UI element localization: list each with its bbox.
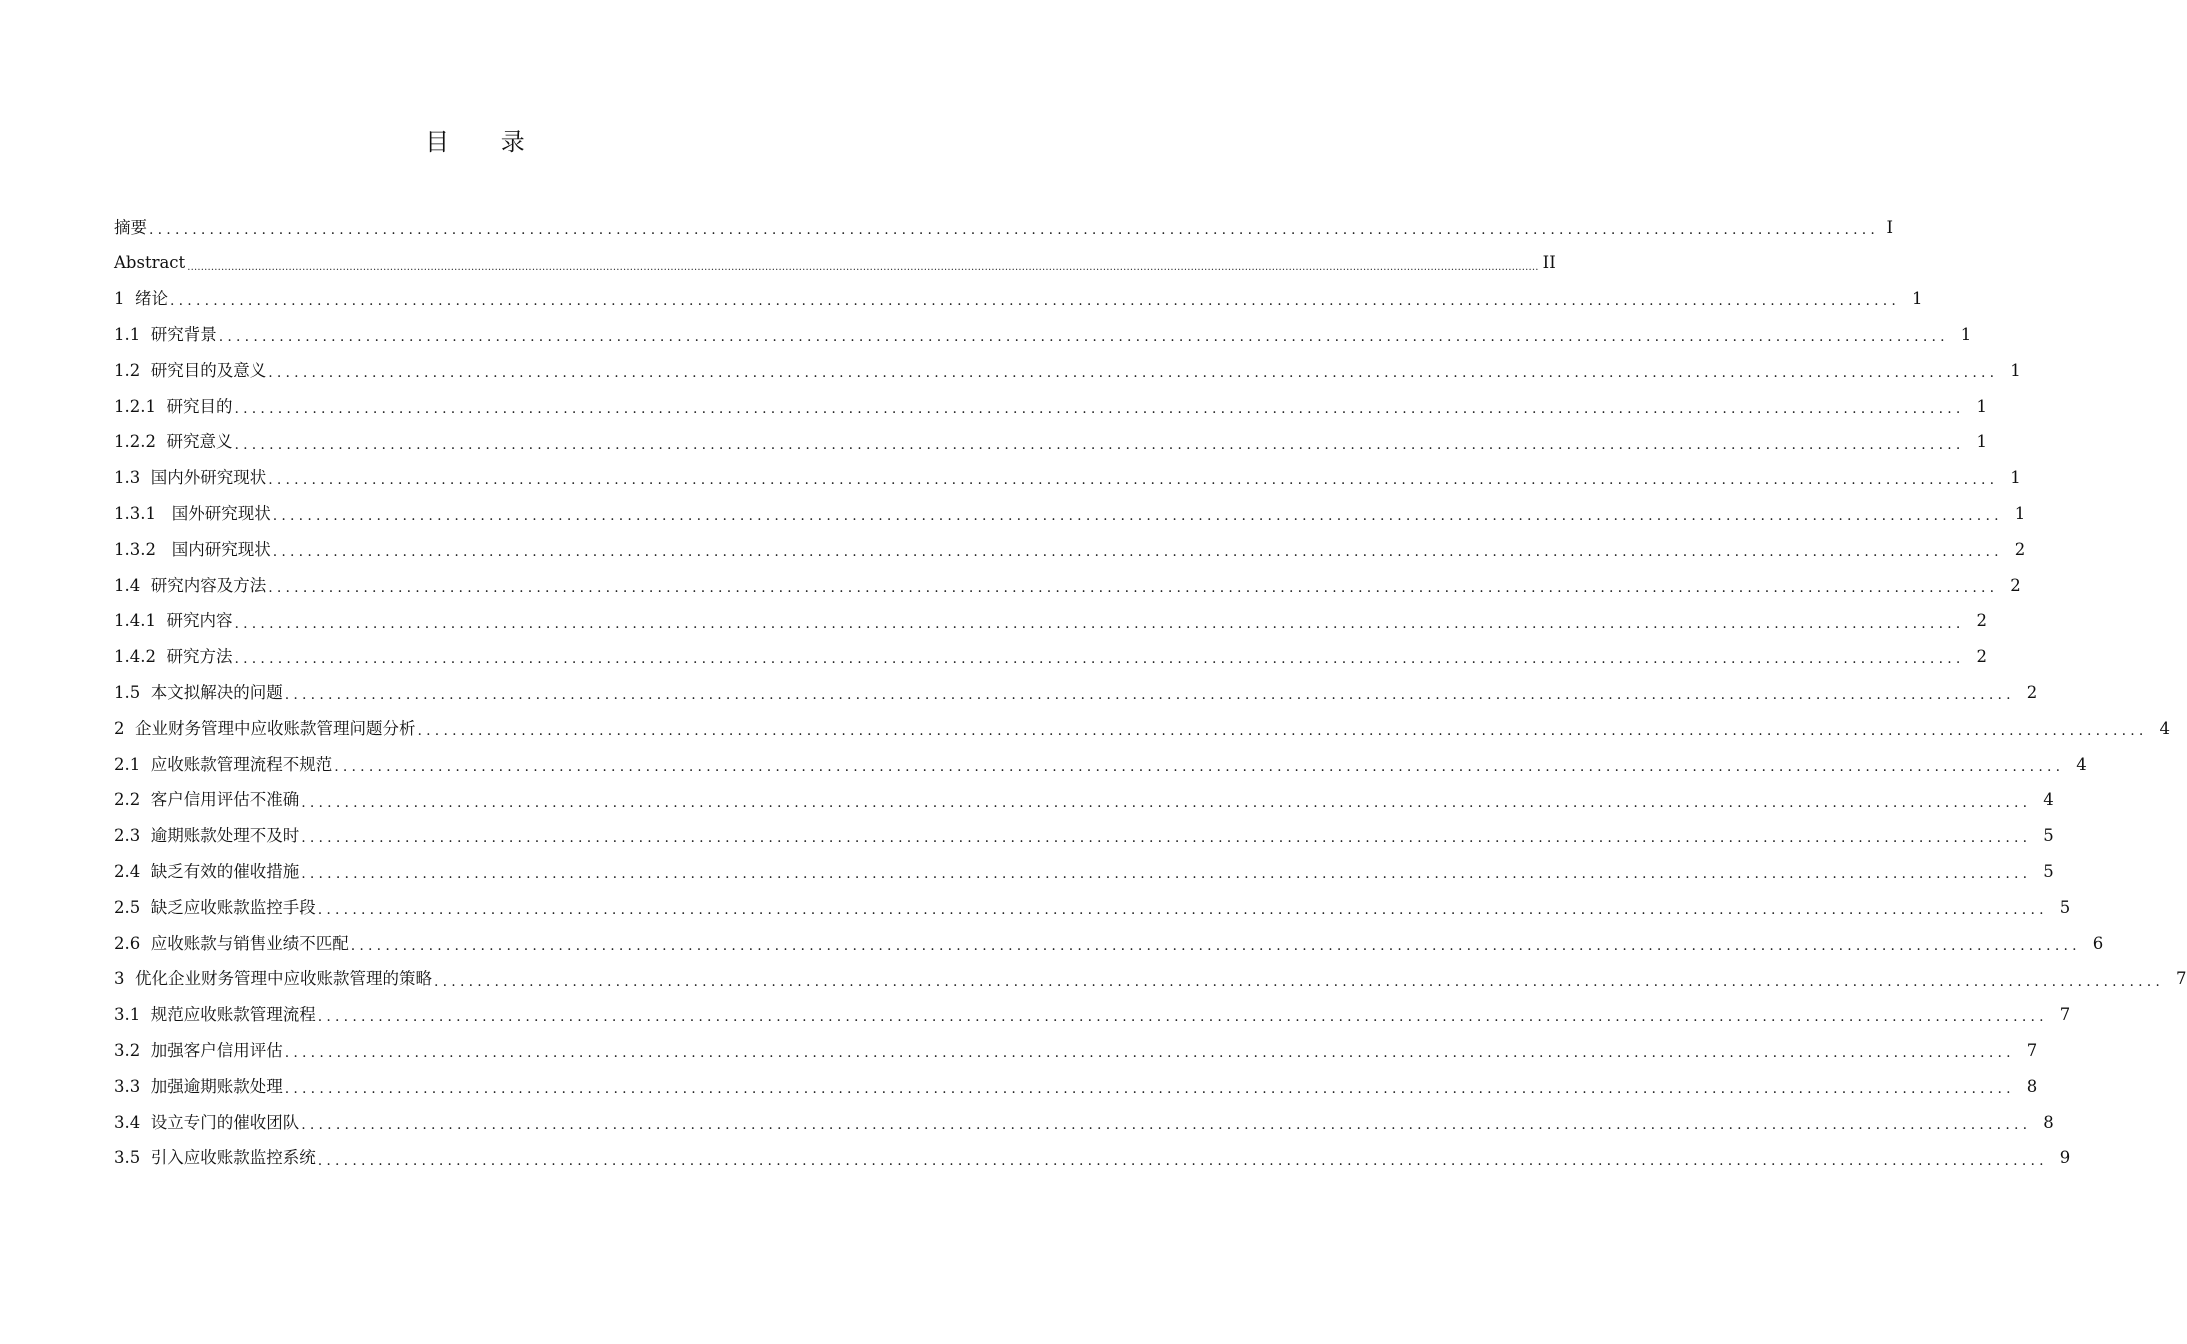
toc-entry-label: 2.5 缺乏应收账款监控手段: [114, 897, 316, 917]
toc-entry[interactable]: [114, 640, 1988, 676]
toc-entry-page-number: 1: [1912, 289, 1923, 309]
toc-entry-page-number: 2: [1976, 611, 1988, 631]
toc-entry[interactable]: [114, 890, 2071, 926]
toc-entry-page-number: 1: [1976, 396, 1988, 416]
page-title: 目 录: [425, 128, 547, 156]
toc-entry-label: 2.1 应收账款管理流程不规范: [114, 754, 333, 774]
toc-entry-label: 1.2.1 研究目的: [114, 396, 233, 416]
toc-leader-dots: ........................................................................................................................................................................................................: [301, 866, 2032, 883]
toc-leader-dots: ................................................................................................................................................................................................................................................................................................................................................................................................................: [187, 261, 1539, 273]
toc-entry-page-number: 5: [2043, 861, 2054, 881]
toc-entry-label: 2 企业财务管理中应收账款管理问题分析: [114, 718, 416, 738]
toc-leader-dots: ........................................................................................................................................................................................................: [417, 723, 2148, 740]
toc-leader-dots: ........................................................................................................................................................................................................: [434, 973, 2165, 990]
toc-entry-page-number: 5: [2059, 897, 2071, 917]
toc-entry[interactable]: [114, 353, 2021, 389]
toc-entry-label: 1 绪论: [114, 289, 168, 309]
toc-entry-label: 1.1 研究背景: [114, 325, 217, 345]
toc-leader-dots: ........................................................................................................................................................................................................: [301, 794, 2032, 811]
toc-leader-dots: ........................................................................................................................................................................................................: [334, 758, 2065, 775]
toc-entry[interactable]: [114, 711, 2171, 747]
toc-entry-page-number: 7: [2026, 1040, 2038, 1060]
toc-entry[interactable]: [114, 425, 1988, 461]
toc-entry-page-number: 2: [2014, 539, 2026, 559]
toc-leader-dots: ........................................................................................................................................................................................................: [284, 1045, 2015, 1062]
toc-entry[interactable]: [114, 783, 2054, 819]
toc-leader-dots: ........................................................................................................................................................................................................: [317, 1009, 2048, 1026]
toc-entry-page-number: 4: [2076, 754, 2087, 774]
toc-entry-label: 2.6 应收账款与销售业绩不匹配: [114, 933, 349, 953]
toc-entry-page-number: 8: [2043, 1112, 2054, 1132]
toc-entry-label: 1.2 研究目的及意义: [114, 360, 267, 380]
toc-entry-page-number: 1: [2010, 360, 2021, 380]
toc-entry[interactable]: [114, 532, 2026, 568]
toc-leader-dots: ........................................................................................................................................................................................................: [218, 329, 1949, 346]
toc-entry-page-number: 7: [2059, 1005, 2071, 1025]
toc-entry-label: 1.4 研究内容及方法: [114, 575, 267, 595]
toc-leader-dots: ........................................................................................................................................................................................................: [234, 615, 1965, 632]
toc-entry-page-number: 1: [2014, 504, 2026, 524]
toc-entry-label: 2.4 缺乏有效的催收措施: [114, 861, 300, 881]
toc-entry-page-number: 1: [1960, 325, 1972, 345]
toc-leader-dots: ........................................................................................................................................................................................................: [268, 472, 1999, 489]
toc-entry[interactable]: [114, 675, 2038, 711]
toc-leader-dots: ........................................................................................................................................................................................................: [272, 508, 2003, 525]
toc-leader-dots: ........................................................................................................................................................................................................: [301, 830, 2032, 847]
toc-entry[interactable]: [114, 246, 1556, 282]
toc-entry-page-number: 2: [1976, 647, 1988, 667]
toc-leader-dots: ........................................................................................................................................................................................................: [284, 687, 2015, 704]
toc-leader-dots: ........................................................................................................................................................................................................: [317, 902, 2048, 919]
toc-entry-page-number: II: [1542, 253, 1556, 273]
toc-entry-label: 3.5 引入应收账款监控系统: [114, 1148, 316, 1168]
toc-entry-page-number: 5: [2043, 826, 2054, 846]
toc-leader-dots: ........................................................................................................................................................................................................: [284, 1081, 2015, 1098]
toc-entry-page-number: 2: [2010, 575, 2021, 595]
toc-entry-label: 1.3.2 国内研究现状: [114, 539, 271, 559]
toc-entry-label: 1.3.1 国外研究现状: [114, 504, 271, 524]
toc-entry[interactable]: [114, 317, 1972, 353]
toc-entry[interactable]: [114, 1105, 2054, 1141]
toc-entry[interactable]: [114, 1069, 2038, 1105]
toc-entry-page-number: 9: [2059, 1148, 2071, 1168]
toc-entry-page-number: 1: [1976, 432, 1988, 452]
toc-entry[interactable]: [114, 568, 2021, 604]
toc-entry-label: 3.4 设立专门的催收团队: [114, 1112, 300, 1132]
toc-entry[interactable]: [114, 747, 2087, 783]
toc-entry-label: 1.4.1 研究内容: [114, 611, 233, 631]
toc-entry[interactable]: [114, 854, 2054, 890]
toc-entry[interactable]: [114, 1141, 2071, 1177]
toc-leader-dots: ........................................................................................................................................................................................................: [350, 937, 2081, 954]
toc-entry-page-number: 4: [2043, 790, 2054, 810]
toc-entry-label: 1.4.2 研究方法: [114, 647, 233, 667]
toc-entry-label: 3.2 加强客户信用评估: [114, 1040, 283, 1060]
toc-leader-dots: ........................................................................................................................................................................................................: [317, 1152, 2048, 1169]
toc-entry[interactable]: [114, 461, 2021, 497]
table-of-contents: [114, 210, 2187, 1177]
toc-entry-label: 2.3 逾期账款处理不及时: [114, 826, 300, 846]
toc-leader-dots: ........................................................................................................................................................................................................: [268, 579, 1999, 596]
toc-entry-label: 1.3 国内外研究现状: [114, 468, 267, 488]
toc-entry-label: 3.1 规范应收账款管理流程: [114, 1005, 316, 1025]
toc-entry-page-number: 1: [2010, 468, 2021, 488]
toc-leader-dots: ........................................................................................................................................................................................................: [149, 221, 1880, 238]
toc-entry[interactable]: [114, 819, 2054, 855]
toc-entry-page-number: 4: [2159, 718, 2171, 738]
toc-leader-dots: ........................................................................................................................................................................................................: [272, 544, 2003, 561]
toc-entry-label: 2.2 客户信用评估不准确: [114, 790, 300, 810]
toc-entry-label: 摘要: [114, 217, 147, 237]
toc-entry-label: 3 优化企业财务管理中应收账款管理的策略: [114, 969, 432, 989]
toc-leader-dots: ........................................................................................................................................................................................................: [234, 651, 1965, 668]
toc-entry[interactable]: [114, 998, 2071, 1034]
toc-entry[interactable]: [114, 210, 1894, 246]
toc-leader-dots: ........................................................................................................................................................................................................: [268, 365, 1999, 382]
toc-entry-label: 3.3 加强逾期账款处理: [114, 1076, 283, 1096]
toc-entry[interactable]: [114, 389, 1988, 425]
toc-entry[interactable]: [114, 926, 2104, 962]
toc-entry[interactable]: [114, 282, 1923, 318]
toc-entry-page-number: 2: [2026, 683, 2038, 702]
toc-leader-dots: ........................................................................................................................................................................................................: [301, 1116, 2032, 1133]
toc-entry[interactable]: [114, 1033, 2038, 1069]
toc-entry-page-number: 8: [2026, 1076, 2038, 1096]
toc-entry[interactable]: [114, 962, 2187, 998]
toc-leader-dots: ........................................................................................................................................................................................................: [234, 436, 1965, 453]
toc-entry[interactable]: [114, 604, 1988, 640]
toc-entry-page-number: 7: [2176, 969, 2187, 989]
toc-entry[interactable]: [114, 496, 2026, 532]
toc-entry-label: 1.2.2 研究意义: [114, 432, 233, 452]
toc-entry-label: 1.5 本文拟解决的问题: [114, 683, 283, 702]
toc-entry-page-number: I: [1886, 217, 1894, 237]
toc-leader-dots: ........................................................................................................................................................................................................: [234, 400, 1965, 417]
toc-entry-label: Abstract: [114, 253, 186, 273]
toc-entry-page-number: 6: [2092, 933, 2104, 953]
toc-leader-dots: ........................................................................................................................................................................................................: [170, 293, 1901, 310]
